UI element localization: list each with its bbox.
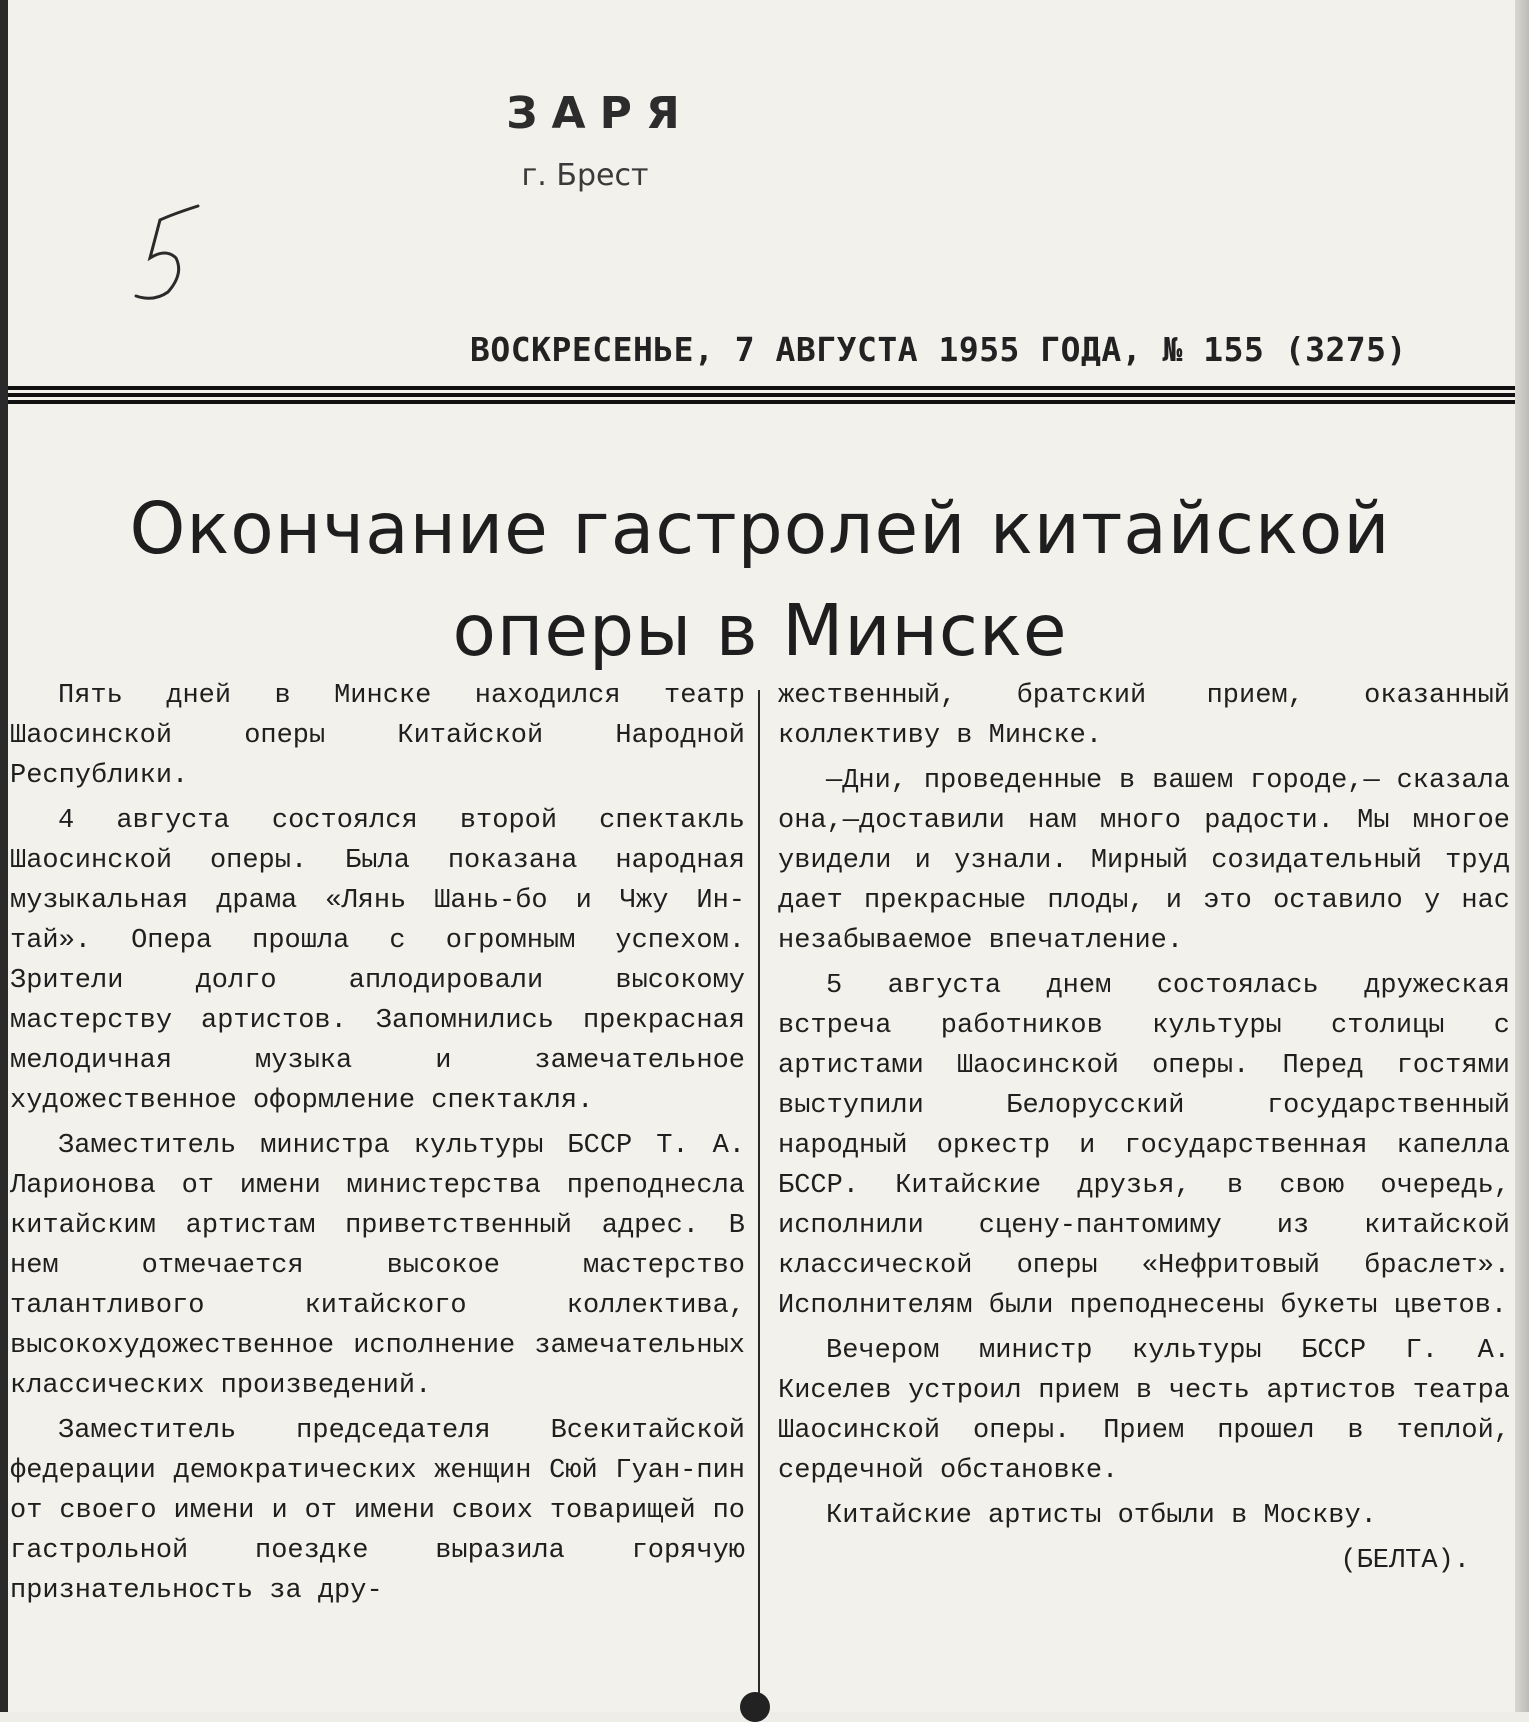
- paragraph: 4 августа состоялся второй спектакль Шаосинской оперы. Была показана народная музыкальная драма «Лянь Шань-бо и Чжу Ин-тай». Опера прошла с огромным успехом. Зрители долго аплодировали высокому мастерству артистов. Запомнились прекрасная мелодичная музыка и замечательное художественное оформление спектакля.: [10, 806, 745, 1116]
- issue-dateline: ВОСКРЕСЕНЬЕ, 7 АВГУСТА 1955 ГОДА, № 155 (3275): [470, 330, 1407, 369]
- headline-line-1: Окончание гастролей китайской: [129, 487, 1391, 570]
- newspaper-name: ЗАРЯ: [506, 88, 694, 139]
- headline-line-2: оперы в Минске: [452, 589, 1068, 672]
- paragraph: —Дни, проведенные в вашем городе,— сказала она,—доставили нам много радости. Мы многое увидели и узнали. Мирный созидательный труд дает прекрасные плоды, и это оставило у нас незабываемое впечатление.: [778, 766, 1510, 956]
- masthead-rule: [8, 386, 1515, 404]
- article-headline: [60, 478, 1460, 682]
- paragraph: 5 августа днем состоялась дружеская встреча работников культуры столицы с артистами Шаосинской оперы. Перед гостями выступили Белорусский государственный народный оркестр и государственная капелла БССР. Китайские друзья, в свою очередь, исполнили сцену-пантомиму из китайской классической оперы «Нефритовый браслет». Исполнителям были преподнесены букеты цветов.: [778, 971, 1510, 1321]
- paragraph: Заместитель председателя Всекитайской федерации демократических женщин Сюй Гуан-пин от своего имени и от имени своих товарищей по гастрольной поездке выразила горячую признательность за дру-: [10, 1416, 745, 1606]
- paragraph: Заместитель министра культуры БССР Т. А. Ларионова от имени министерства преподнесла китайским артистам приветственный адрес. В нем отмечается высокое мастерство талантливого китайского коллектива, высокохудожественное исполнение замечательных классических произведений.: [10, 1131, 745, 1401]
- column-divider: [758, 690, 760, 1712]
- handwritten-number-five: [118, 196, 218, 306]
- paragraph: жественный, братский прием, оказанный коллективу в Минске.: [778, 681, 1510, 751]
- news-agency-byline: (БЕЛТА).: [1340, 1546, 1470, 1576]
- newspaper-city: г. Брест: [521, 158, 649, 193]
- paragraph: Пять дней в Минске находился театр Шаосинской оперы Китайской Народной Республики.: [10, 681, 745, 791]
- article-right-column: [778, 676, 1510, 1586]
- ink-blot: [740, 1692, 770, 1722]
- scan-left-edge: [0, 0, 8, 1712]
- paragraph: Вечером министр культуры БССР Г. А. Киселев устроил прием в честь артистов театра Шаосинской оперы. Прием прошел в теплой, сердечной обстановке.: [778, 1336, 1510, 1486]
- article-left-column: [10, 676, 745, 1616]
- paragraph: Китайские артисты отбыли в Москву.: [826, 1501, 1377, 1531]
- scan-right-edge: [1515, 0, 1529, 1712]
